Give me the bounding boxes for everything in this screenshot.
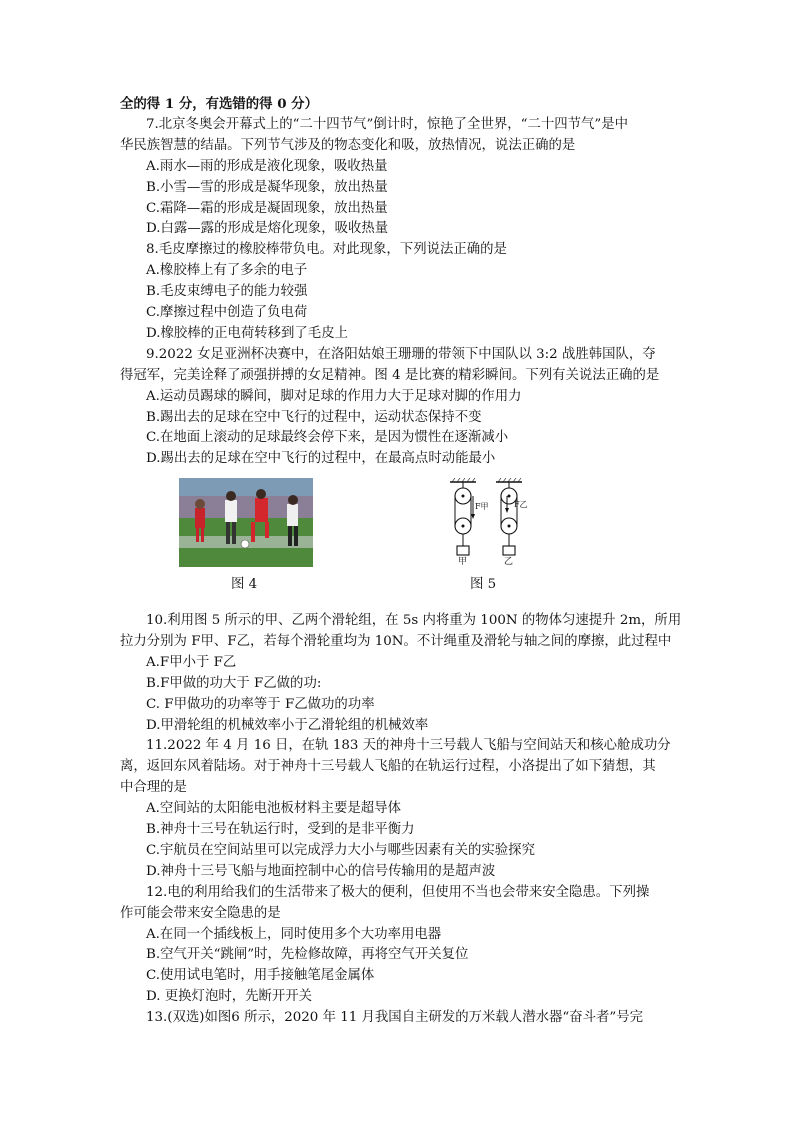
text-line: C.宇航员在空间站里可以完成浮力大小与哪些因素有关的实验探究 [146, 842, 535, 858]
figure-4-football-photo [179, 478, 313, 567]
text-line: D. 更换灯泡时，先断开开关 [146, 989, 313, 1005]
text-line: 8.毛皮摩擦过的橡胶棒带负电。对此现象，下列说法正确的是 [146, 242, 507, 258]
text-line: C.使用试电笔时，用手接触笔尾金属体 [146, 968, 375, 984]
text-line: 12.电的利用给我们的生活带来了极大的便利，但使用不当也会带来安全隐患。下列操 [146, 884, 650, 900]
force-label-yi: F乙 [514, 500, 528, 509]
text-line: A.雨水—雨的形成是液化现象，吸收热量 [146, 158, 388, 174]
text-line: A.F甲小于 F乙 [146, 654, 237, 670]
text-line: D.橡胶棒的正电荷转移到了毛皮上 [146, 325, 348, 341]
text-line: B.神舟十三号在轨运行时，受到的是非平衡力 [146, 822, 415, 837]
text-line: 中合理的是 [120, 780, 187, 796]
text-line: D.神舟十三号飞船与地面控制中心的信号传输用的是超声波 [146, 863, 496, 879]
text-line: C. F甲做功的功率等于 F乙做功的功率 [146, 696, 375, 712]
text-line: C.霜降—霜的形成是凝固现象，放出热量 [146, 200, 388, 216]
text-line: A.在同一个插线板上，同时使用多个大功率用电器 [146, 926, 442, 942]
text-line: 10.利用图 5 所示的甲、乙两个滑轮组，在 5s 内将重为 100N 的物体匀速提升 2m，所用 [146, 613, 682, 628]
text-line: 华民族智慧的结晶。下列节气涉及的物态变化和吸，放热情况，说法正确的是 [120, 137, 576, 153]
text-line: D.踢出去的足球在空中飞行的过程中，在最高点时动能最小 [146, 451, 496, 467]
text-line: 7.北京冬奥会开幕式上的“二十四节气”倒计时，惊艳了全世界，“二十四节气”是中 [146, 116, 629, 132]
figure-4-caption: 图 4 [231, 577, 258, 592]
text-line: 全的得 1 分，有选错的得 0 分） [120, 96, 318, 112]
text-line: 得冠军，完美诠释了顽强拼搏的女足精神。图 4 是比赛的精彩瞬间。下列有关说法正确的是 [120, 367, 660, 383]
text-line: 11.2022 年 4 月 16 日，在轨 183 天的神舟十三号载人飞船与空间站天和核心舱成功分 [146, 738, 671, 754]
text-line: C.在地面上滚动的足球最终会停下来，是因为惯性在逐渐减小 [146, 430, 509, 446]
pulley-label-yi: 乙 [504, 557, 514, 567]
text-line: C.摩擦过程中创造了负电荷 [146, 305, 308, 320]
text-line: 拉力分别为 F甲、F乙，若每个滑轮重均为 10N。不计绳重及滑轮与轴之间的摩擦，此过程中 [120, 633, 672, 649]
figure-5-caption: 图 5 [470, 577, 497, 592]
text-line: B.小雪—雪的形成是凝华现象，放出热量 [146, 179, 388, 195]
text-line: A.空间站的太阳能电池板材料主要是超导体 [146, 801, 401, 817]
text-line: A.运动员踢球的瞬间，脚对足球的作用力大于足球对脚的作用力 [146, 388, 522, 404]
text-line: A.橡胶棒上有了多余的电子 [146, 263, 308, 279]
text-line: 离，返回东风着陆场。对于神舟十三号载人飞船的在轨运行过程，小洛提出了如下猜想，其 [120, 759, 656, 775]
figure-5-pulley-diagram [446, 478, 526, 570]
text-line: B.踢出去的足球在空中飞行的过程中，运动状态保持不变 [146, 409, 482, 425]
text-line: B.F甲做的功大于 F乙做的功: [146, 675, 322, 691]
text-line: 9.2022 女足亚洲杯决赛中，在洛阳姑娘王珊珊的带领下中国队以 3:2 战胜韩国队，夺 [146, 346, 656, 362]
pulley-label-jia: 甲 [458, 557, 468, 567]
text-line: B.毛皮束缚电子的能力较强 [146, 284, 308, 300]
text-line: 13.(双选)如图6 所示，2020 年 11 月我国自主研发的万米载人潜水器“奋斗者”号完 [146, 1010, 644, 1026]
text-line: 作可能会带来安全隐患的是 [120, 905, 281, 921]
text-line: D.甲滑轮组的机械效率小于乙滑轮组的机械效率 [146, 717, 429, 733]
text-line: B.空气开关“跳闸”时，先检修故障，再将空气开关复位 [146, 947, 469, 963]
text-line: D.白露—露的形成是熔化现象，吸收热量 [146, 221, 389, 237]
force-label-jia: F甲 [475, 502, 489, 511]
